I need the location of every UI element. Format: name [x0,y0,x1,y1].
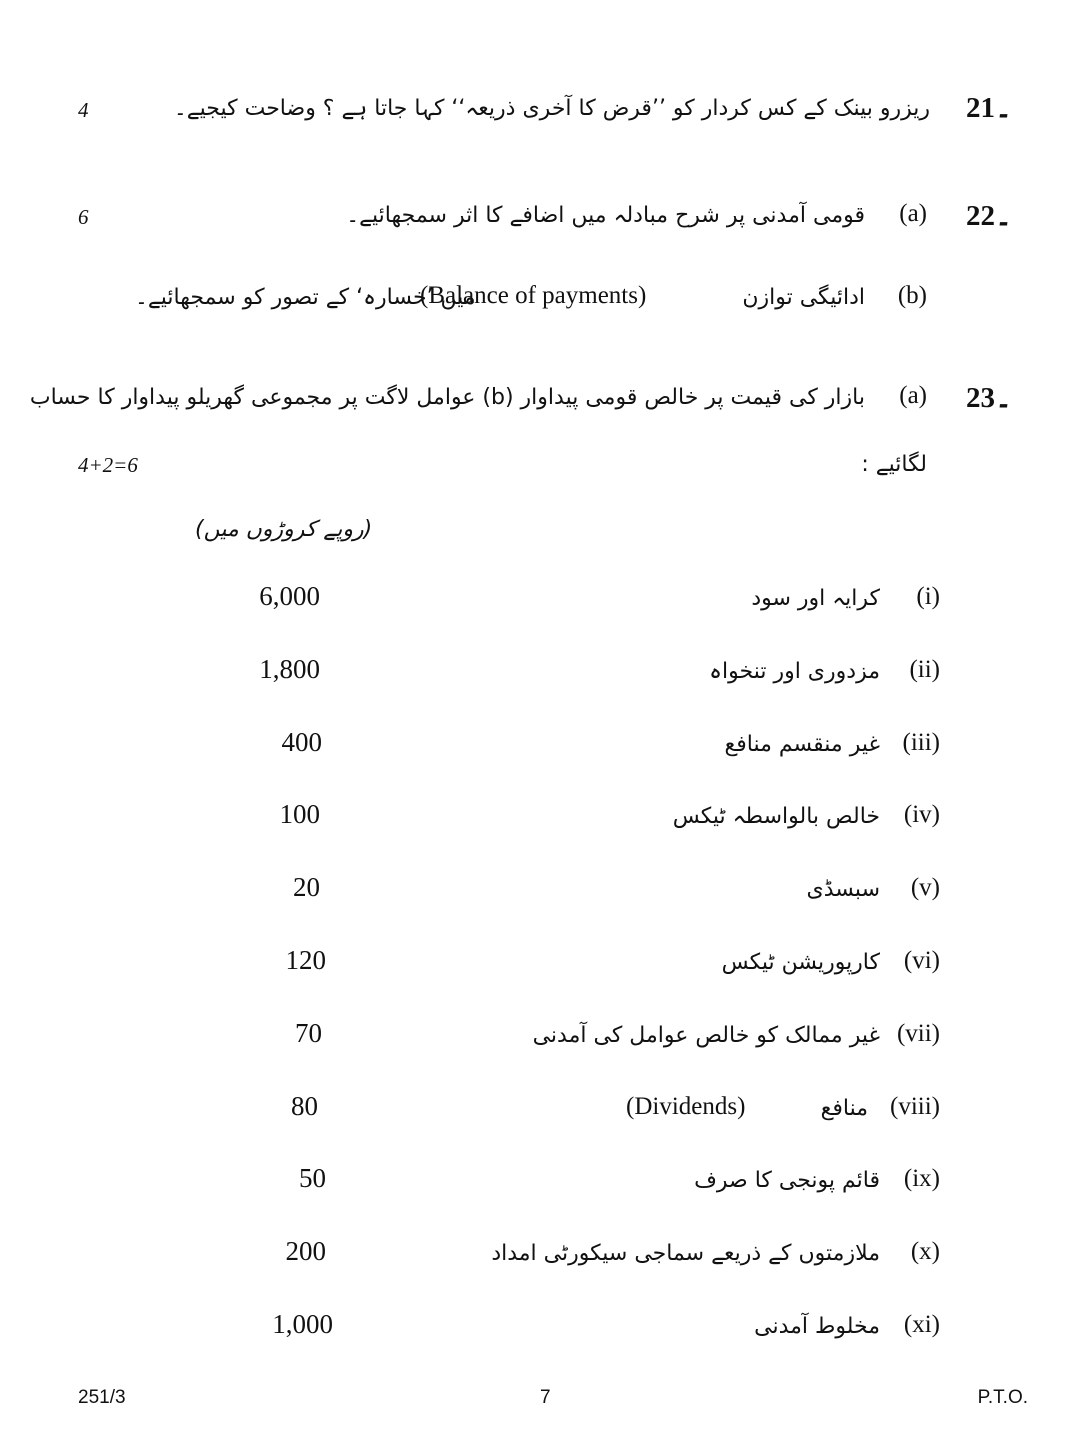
item-value: 400 [281,727,322,757]
item-roman-numeral: (i) [916,583,940,610]
item-value: 20 [293,872,320,902]
item-value: 120 [285,945,326,975]
item-roman-numeral: (v) [910,874,940,901]
item-label: قائم پونجی کا صرف [694,1168,880,1193]
item-label: خالص بالواسطہ ٹیکس [672,804,880,829]
page-number: 7 [540,1387,551,1408]
item-label: مزدوری اور تنخواہ [709,659,880,684]
item-roman-numeral: (xi) [903,1311,940,1338]
item-roman-numeral: (vii) [896,1020,940,1047]
item-roman-numeral: (ix) [903,1165,940,1192]
item-value: 200 [285,1236,326,1266]
unit-note: (روپے کروڑوں میں) [195,517,373,542]
question-23a-label: (a) [899,382,927,409]
item-roman-numeral: (vi) [903,947,940,974]
question-23-line2: لگائیے : [861,452,927,477]
item-value: 100 [279,799,320,829]
item-value: 1,800 [259,654,320,684]
question-22-number: 22۔ [966,200,1012,232]
question-21-number: 21۔ [966,92,1012,124]
question-22b-text-suffix: میں ’خسارہ‘ کے تصور کو سمجھائیے۔ [135,285,476,310]
item-roman-numeral: (iv) [903,801,940,828]
question-21-text: ریزرو بینک کے کس کردار کو ’’قرض کا آخری ذریعہ‘‘ کہا جاتا ہے ؟ وضاحت کیجیے۔ [173,96,930,121]
question-22b-label: (b) [897,282,927,309]
item-roman-numeral: (x) [910,1238,940,1265]
paper-code: 251/3 [78,1387,126,1408]
item-roman-numeral: (iii) [902,729,940,756]
item-value: 70 [295,1018,322,1048]
item-label: غیر منقسم منافع [724,732,880,757]
item-label: کارپوریشن ٹیکس [721,950,880,975]
question-22b-english-term: (Balance of payments) [420,282,647,309]
question-23-marks: 4+2=6 [78,453,138,477]
item-value: 1,000 [272,1309,333,1339]
question-22b-text-prefix: ادائیگی توازن [742,285,865,310]
item-value: 6,000 [259,581,320,611]
item-label: منافع [820,1096,868,1121]
item-roman-numeral: (viii) [890,1093,940,1120]
item-label: ملازمتوں کے ذریعے سماجی سیکورٹی امداد [491,1241,880,1266]
question-23-number: 23۔ [966,382,1012,414]
question-23-line1: بازار کی قیمت پر خالص قومی پیداوار (b) عوامل لاگت پر مجموعی گھریلو پیداوار کا حساب [29,385,865,410]
item-label: سبسڈی [806,877,880,902]
item-label: کرایہ اور سود [751,586,880,611]
question-22-marks: 6 [78,205,89,229]
item-value: 80 [291,1091,318,1121]
pto-label: P.T.O. [977,1387,1028,1408]
item-label: غیر ممالک کو خالص عوامل کی آمدنی [532,1023,880,1048]
question-22a-label: (a) [899,200,927,227]
item-roman-numeral: (ii) [909,656,940,683]
question-22a-text: قومی آمدنی پر شرح مبادلہ میں اضافے کا اثر سمجھائیے۔ [346,203,865,228]
item-label-english: (Dividends) [626,1093,746,1120]
item-label: مخلوط آمدنی [754,1314,880,1339]
question-21-marks: 4 [78,98,89,122]
item-value: 50 [299,1163,326,1193]
